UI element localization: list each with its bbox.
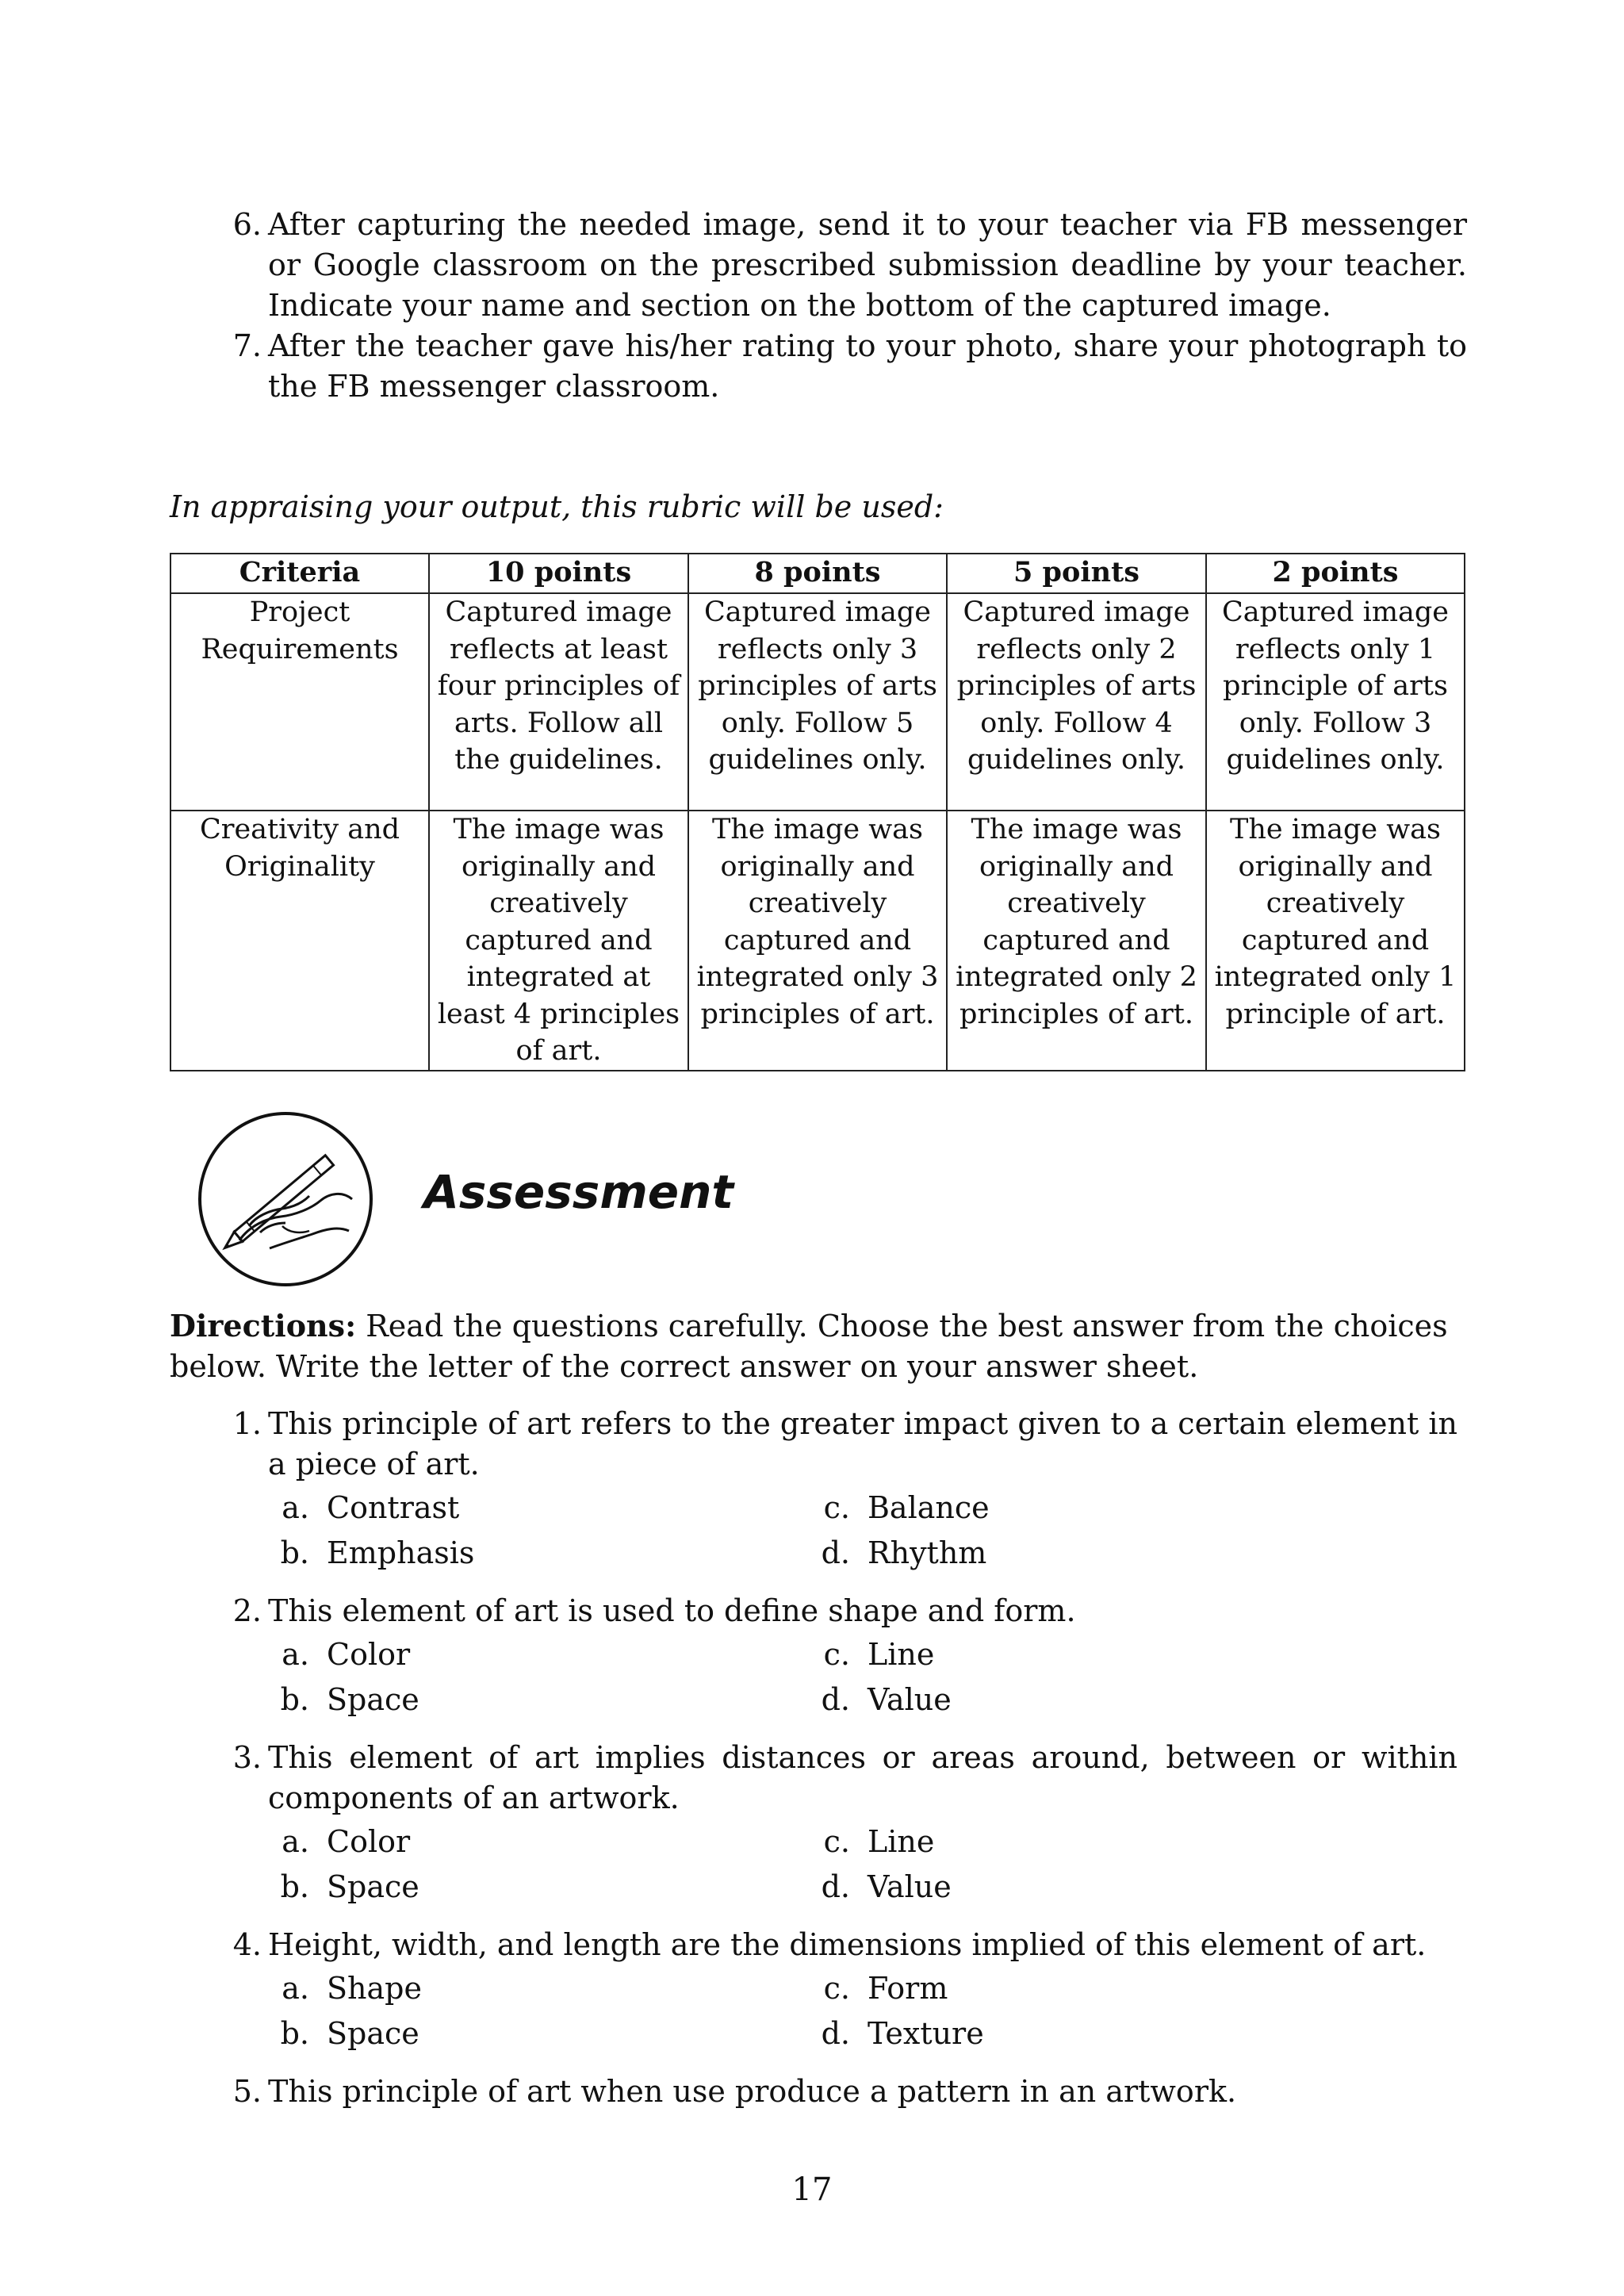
rubric-header-5-points: 5 points [947, 554, 1206, 593]
directions [170, 1305, 1464, 1387]
choice-d: d. Texture [821, 2016, 984, 2051]
instruction-item [214, 205, 1467, 326]
question-number: 5. [232, 2074, 262, 2109]
choice-a: a. Color [282, 1824, 411, 1859]
rubric-header-criteria: Criteria [170, 554, 429, 593]
choice-b: b. Space [280, 2016, 419, 2051]
choice-d: d. Value [821, 1869, 952, 1904]
choice-c: c. Balance [823, 1490, 990, 1525]
page-number: 17 [791, 2171, 833, 2208]
rubric-cell: Captured image reflects only 1 principle of arts only. Follow 3 guidelines only. [1206, 593, 1465, 811]
instruction-number: 6. [232, 207, 262, 242]
question-stem: Height, width, and length are the dimensions implied of this element of art. [268, 1927, 1427, 1962]
rubric-cell: The image was originally and creatively captured and integrated at least 4 principles of art. [429, 811, 688, 1071]
question-item [214, 2072, 1457, 2112]
rubric-intro: In appraising your output, this rubric will be used: [170, 489, 944, 524]
directions-label: Directions: [170, 1308, 357, 1343]
rubric-cell: The image was originally and creatively captured and integrated only 1 principle of art. [1206, 811, 1465, 1071]
rubric-criteria-cell: Creativity and Originality [170, 811, 429, 1071]
rubric-cell: The image was originally and creatively captured and integrated only 3 principles of art. [688, 811, 947, 1071]
question-number: 4. [232, 1927, 262, 1962]
choice-b: b. Space [280, 1869, 419, 1904]
choice-d: d. Rhythm [821, 1535, 987, 1570]
question-list [214, 1404, 1457, 2112]
question-stem: This principle of art when use produce a pattern in an artwork. [268, 2074, 1237, 2109]
rubric-row [170, 593, 1465, 811]
directions-text: Read the questions carefully. Choose the best answer from the choices below. Write the letter of the correct answer on your answer sheet. [170, 1309, 1448, 1384]
rubric-cell: The image was originally and creatively captured and integrated only 2 principles of art. [947, 811, 1206, 1071]
question-item [214, 1738, 1457, 1819]
instruction-text: After the teacher gave his/her rating to your photo, share your photograph to the FB messenger classroom. [268, 328, 1467, 404]
rubric-header-10-points: 10 points [429, 554, 688, 593]
choice-b: b. Emphasis [280, 1535, 475, 1570]
instruction-text: After capturing the needed image, send it to your teacher via FB messenger or Google classroom on the prescribed submission deadline by your teacher. Indicate your name and section on the bottom of the captured image. [268, 207, 1467, 323]
question-number: 2. [232, 1593, 262, 1628]
assessment-title: Assessment [423, 1165, 734, 1219]
hand-writing-pencil-icon [193, 1107, 377, 1291]
instruction-list [214, 205, 1467, 407]
rubric-header-2-points: 2 points [1206, 554, 1465, 593]
question-item [214, 1591, 1457, 1631]
question-item [214, 1925, 1457, 1965]
rubric-cell: Captured image reflects only 2 principles of arts only. Follow 4 guidelines only. [947, 593, 1206, 811]
rubric-header-8-points: 8 points [688, 554, 947, 593]
choice-c: c. Line [823, 1824, 935, 1859]
rubric-row [170, 811, 1465, 1071]
question-stem: This element of art is used to define shape and form. [268, 1593, 1076, 1628]
answer-choices [214, 1965, 1457, 2054]
rubric-table [170, 553, 1465, 1071]
instruction-number: 7. [232, 328, 262, 363]
rubric-header-row [170, 554, 1465, 593]
question-stem: This element of art implies distances or areas around, between or within components of an artwork. [268, 1740, 1457, 1815]
question-stem: This principle of art refers to the greater impact given to a certain element in a piece of art. [268, 1406, 1457, 1481]
answer-choices [214, 1485, 1457, 1573]
rubric-cell: Captured image reflects at least four principles of arts. Follow all the guidelines. [429, 593, 688, 811]
choice-a: a. Color [282, 1637, 411, 1672]
choice-c: c. Form [823, 1971, 948, 2006]
choice-a: a. Contrast [282, 1490, 460, 1525]
choice-d: d. Value [821, 1682, 952, 1717]
rubric-criteria-cell: Project Requirements [170, 593, 429, 811]
instruction-item [214, 326, 1467, 407]
choice-b: b. Space [280, 1682, 419, 1717]
rubric-cell: Captured image reflects only 3 principles of arts only. Follow 5 guidelines only. [688, 593, 947, 811]
question-number: 3. [232, 1740, 262, 1775]
answer-choices [214, 1631, 1457, 1720]
question-item [214, 1404, 1457, 1485]
choice-a: a. Shape [282, 1971, 422, 2006]
answer-choices [214, 1819, 1457, 1907]
question-number: 1. [232, 1406, 262, 1441]
choice-c: c. Line [823, 1637, 935, 1672]
